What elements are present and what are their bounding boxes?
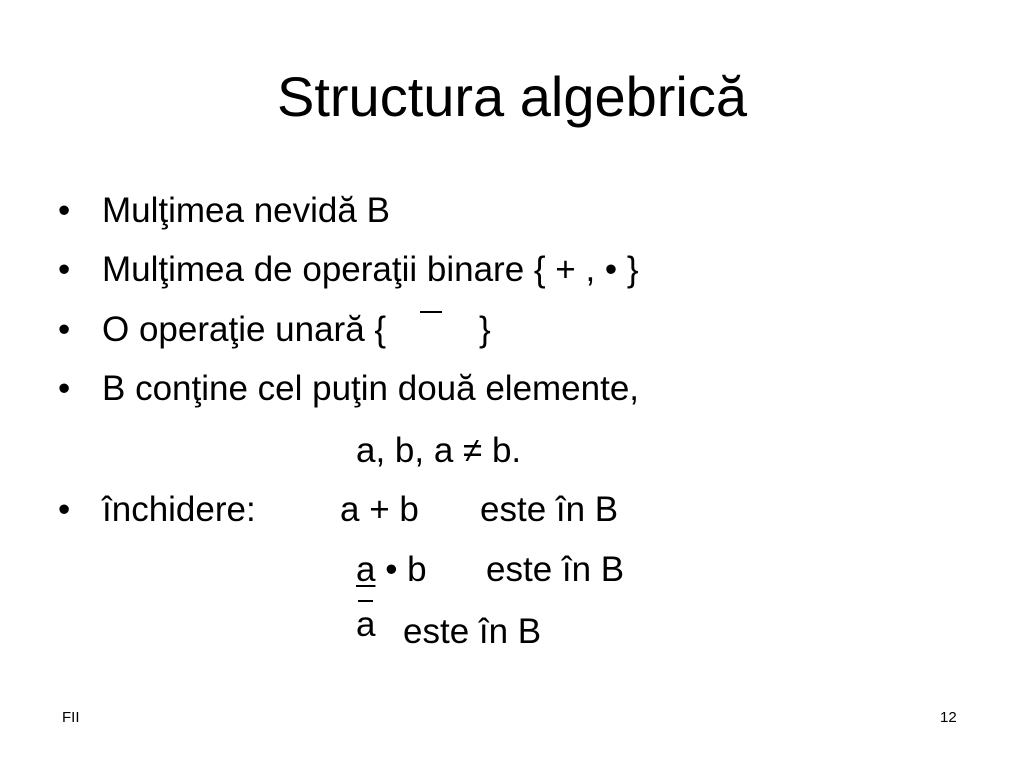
closure-sum-tail: este în B [480,490,619,529]
closure-product-tail: este în B [486,550,625,589]
closure-product-a: a [356,550,376,589]
distinct-elements-condition: a, b, a ≠ b. [356,431,522,470]
unary-operation-text: O operaţie unară { [102,310,387,349]
page-number: 12 [940,709,957,726]
bullet-at-least-two-elements: B conţine cel puţin două elemente, [102,369,640,408]
bullet-nonempty-set: Mulţimea nevidă B [102,191,390,230]
footer-label: FII [62,709,80,726]
closure-sum-expression: a + b [340,490,419,529]
bullet-marker: • [58,490,71,529]
bullet-marker: • [58,250,71,289]
bullet-marker: • [58,369,71,408]
closure-product-expression [356,549,427,591]
bullet-unary-operation [102,309,491,351]
closure-complement-tail: este în B [403,612,542,651]
closure-complement-a: a [356,605,376,644]
bullet-marker: • [58,191,71,230]
closure-product-rest: • b [385,550,427,589]
overline-symbol [420,311,442,313]
slide-title: Structura algebrică [276,65,747,128]
bullet-marker: • [58,310,71,349]
bullet-binary-operations: Mulţimea de operaţii binare { + , • } [102,250,639,289]
closure-complement-expression [356,604,375,646]
unary-operation-close: } [479,310,491,349]
closure-label: închidere: [102,490,256,529]
